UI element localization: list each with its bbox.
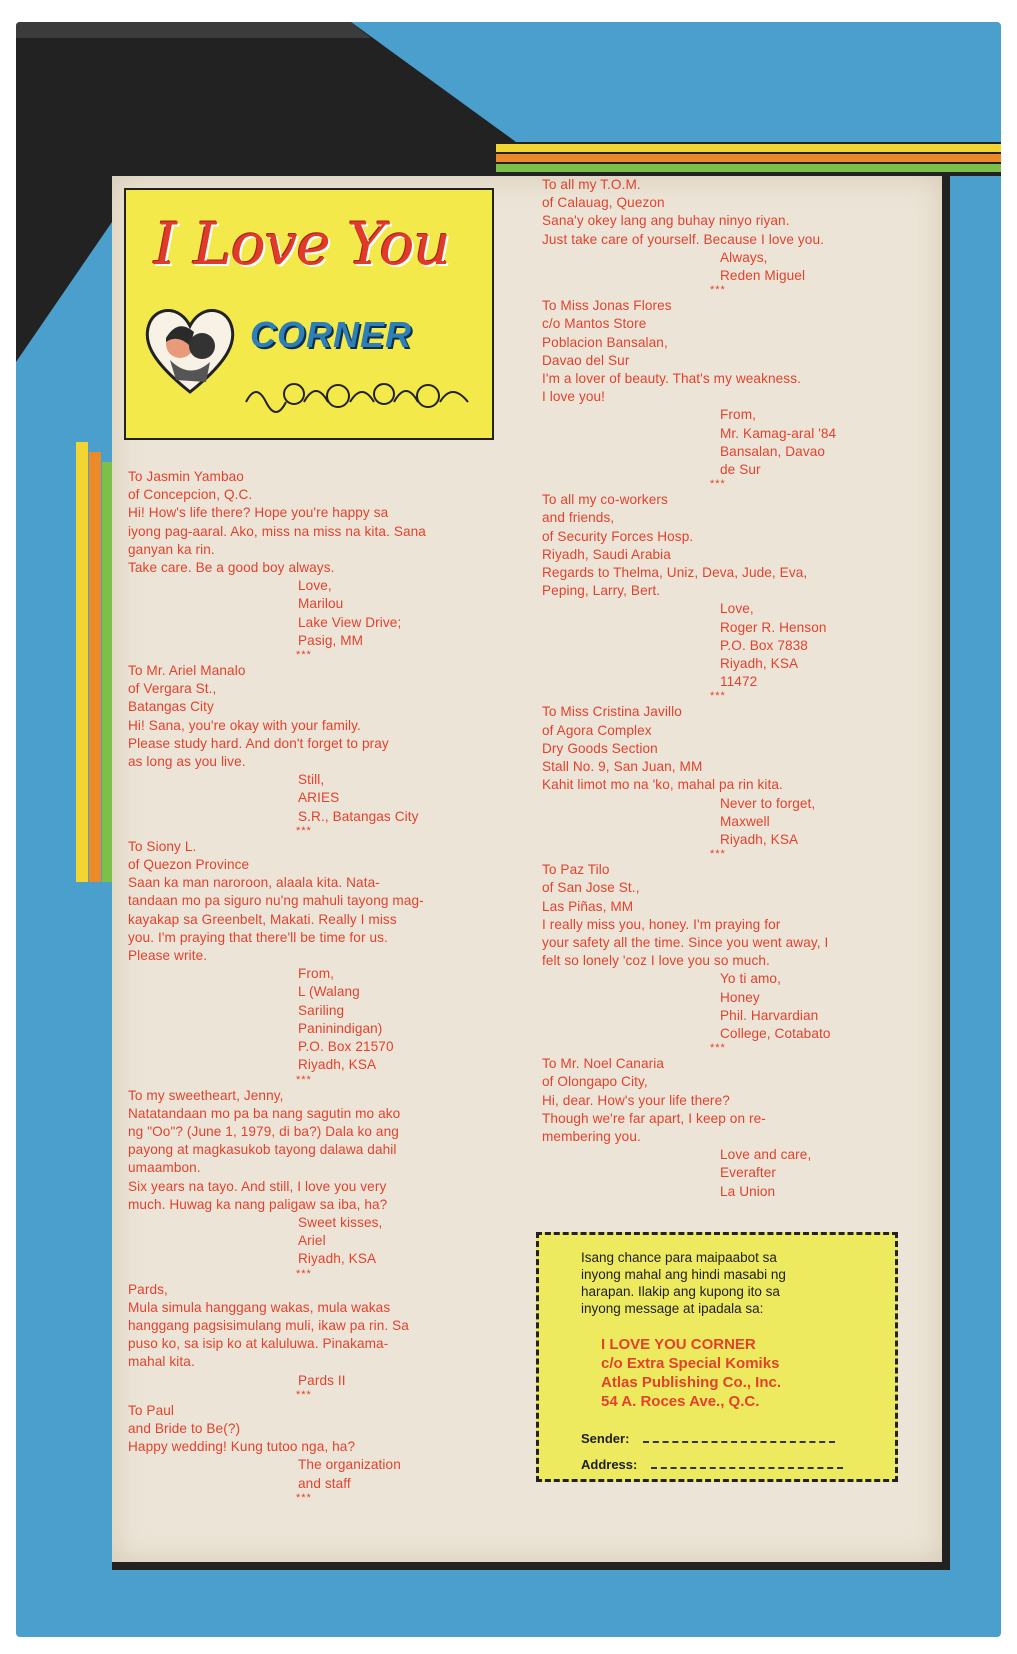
message-recipient: To Paz Tilo of San Jose St., Las Piñas, MM <box>542 862 640 914</box>
message-body: Mula simula hanggang wakas, mula wakas hanggang pagsisimulang muli, ikaw pa rin. Sa puso ko, sa isip ko at kaluluwa. Pinakama- mahal kita. <box>128 1299 409 1370</box>
logo-love-you: I Love You <box>154 210 450 278</box>
message-recipient: To Paul and Bride to Be(?) <box>128 1402 241 1436</box>
header-logo-box <box>124 188 494 440</box>
message-signature: From, Mr. Kamag-aral '84 Bansalan, Davao de Sur <box>720 407 837 478</box>
message-body: Saan ka man naroroon, alaala kita. Nata- tandaan mo pa siguro nu'ng mahuli tayong mag- kayakap sa Greenbelt, Makati. Really I miss you. I'm praying that there'll be time for us. Please write. <box>128 875 424 964</box>
message-recipient: To all my co-workers and friends, of Security Forces Hosp. Riyadh, Saudi Arabia <box>542 492 694 562</box>
message-item <box>542 1055 927 1201</box>
message-recipient: To Mr. Ariel Manalo of Vergara St., Batangas City <box>128 663 246 715</box>
coupon-intro: Isang chance para maipaabot sa inyong mahal ang hindi masabi ng harapan. Ilakip ang kupong ito sa inyong message at ipadala sa: <box>581 1250 786 1316</box>
message-signature: Still, ARIES S.R., Batangas City <box>298 772 419 824</box>
coupon-box <box>536 1232 898 1482</box>
message-separator: *** <box>710 848 726 861</box>
message-recipient: To Mr. Noel Canaria of Olongapo City, <box>542 1056 665 1090</box>
message-item <box>128 1281 500 1400</box>
message-item <box>128 838 500 1085</box>
sender-field <box>581 1431 835 1446</box>
message-body: Hi! How's life there? Hope you're happy sa iyong pag-aaral. Ako, miss na miss na kita. Sana ganyan ka rin. Take care. Be a good boy always. <box>128 505 426 576</box>
message-recipient: To Miss Jonas Flores c/o Mantos Store Poblacion Bansalan, Davao del Sur <box>542 298 672 368</box>
address-field <box>581 1457 843 1472</box>
message-item <box>542 491 927 701</box>
message-separator: *** <box>296 1267 312 1280</box>
message-separator: *** <box>296 1491 312 1504</box>
message-signature: Love, Roger R. Henson P.O. Box 7838 Riyadh, KSA 11472 <box>720 601 827 690</box>
message-signature: The organization and staff <box>298 1457 401 1491</box>
message-item <box>542 176 927 295</box>
message-signature: From, L (Walang Sariling Paninindigan) P.O. Box 21570 Riyadh, KSA <box>298 966 394 1073</box>
coupon-address-line: Atlas Publishing Co., Inc. <box>601 1374 782 1391</box>
message-separator: *** <box>710 1042 726 1055</box>
flower-ornament-icon <box>242 372 474 418</box>
message-separator: *** <box>296 1073 312 1086</box>
message-recipient: To my sweetheart, Jenny, <box>128 1087 284 1103</box>
message-separator: *** <box>296 649 312 662</box>
coupon-address-line: 54 A. Roces Ave., Q.C. <box>601 1393 760 1410</box>
message-item <box>128 1087 500 1279</box>
heart-couple-icon <box>140 300 240 400</box>
sender-line <box>643 1431 835 1443</box>
coupon-address-line: c/o Extra Special Komiks <box>601 1355 780 1372</box>
message-separator: *** <box>710 284 726 297</box>
magazine-page <box>16 22 1001 1637</box>
left-column <box>128 468 500 1505</box>
right-column <box>542 176 927 1203</box>
message-body: I really miss you, honey. I'm praying for your safety all the time. Since you went away, I felt so lonely 'coz I love you so much. <box>542 916 829 969</box>
message-separator: *** <box>296 1388 312 1401</box>
message-body: Happy wedding! Kung tutoo nga, ha? <box>128 1439 356 1455</box>
message-signature: Love and care, Everafter La Union <box>720 1147 812 1199</box>
sender-label: Sender: <box>581 1431 630 1446</box>
message-item <box>128 662 500 836</box>
message-signature: Always, Reden Miguel <box>720 249 806 284</box>
message-item <box>128 468 500 660</box>
message-signature: Sweet kisses, Ariel Riyadh, KSA <box>298 1214 383 1267</box>
message-item <box>542 703 927 859</box>
message-body: Kahit limot mo na 'ko, mahal pa rin kita. <box>542 777 783 793</box>
logo-corner: CORNER <box>250 314 413 355</box>
message-body: I'm a lover of beauty. That's my weakness. I love you! <box>542 371 801 405</box>
address-label: Address: <box>581 1457 638 1472</box>
message-signature: Never to forget, Maxwell Riyadh, KSA <box>720 795 816 847</box>
message-separator: *** <box>296 824 312 837</box>
message-recipient: To Jasmin Yambao of Concepcion, Q.C. <box>128 469 253 503</box>
message-body: Regards to Thelma, Uniz, Deva, Jude, Eva, Peping, Larry, Bert. <box>542 565 808 599</box>
message-body: Natatandaan mo pa ba nang sagutin mo ako ng "Oo"? (June 1, 1979, di ba?) Dala ko ang payong at magkasukob tayong dalawa dahil umaambon. Six years na tayo. And still, I love you very much. Huwag ka nang paligaw sa iba, ha? <box>128 1105 401 1212</box>
message-item <box>542 297 927 489</box>
message-recipient: To Miss Cristina Javillo of Agora Complex Dry Goods Section Stall No. 9, San Juan, MM <box>542 704 703 775</box>
content-panel <box>112 176 942 1562</box>
message-signature: Love, Marilou Lake View Drive; Pasig, MM <box>298 578 402 648</box>
message-body: Hi, dear. How's your life there? Though we're far apart, I keep on re- membering you. <box>542 1092 766 1144</box>
message-recipient: To Siony L. of Quezon Province <box>128 838 250 873</box>
message-separator: *** <box>710 478 726 491</box>
message-recipient: Pards, <box>128 1281 168 1297</box>
message-item <box>542 861 927 1053</box>
coupon-mailing-address <box>601 1335 781 1411</box>
message-signature: Yo ti amo, Honey Phil. Harvardian College, Cotabato <box>720 971 831 1041</box>
message-signature: Pards II <box>298 1372 346 1388</box>
message-recipient: To all my T.O.M. of Calauag, Quezon <box>542 177 665 211</box>
message-item <box>128 1402 500 1503</box>
message-body: Hi! Sana, you're okay with your family. Please study hard. And don't forget to pray as long as you live. <box>128 717 389 770</box>
message-separator: *** <box>710 690 726 703</box>
address-line <box>651 1457 843 1469</box>
coupon-address-line: I LOVE YOU CORNER <box>601 1336 756 1353</box>
message-body: Sana'y okey lang ang buhay ninyo riyan. Just take care of yourself. Because I love you. <box>542 213 825 247</box>
